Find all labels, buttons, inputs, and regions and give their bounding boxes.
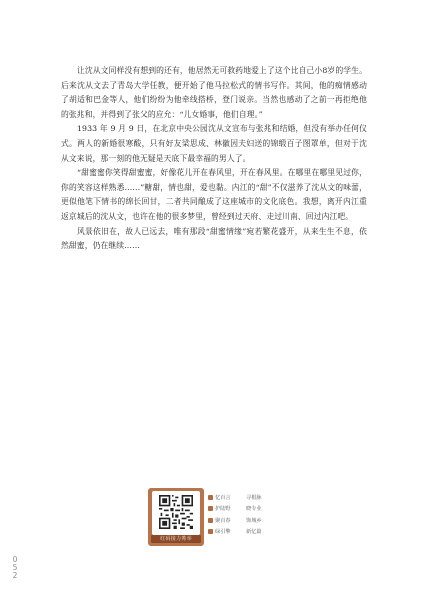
paragraph-4: 风景依旧在，故人已远去，唯有那段“甜蜜情缘”宛若繁花盛开，从来生生不息，依然甜蜜，仍在继续…… — [61, 226, 367, 251]
promo-ribbon-label: 红码接力莠举 — [151, 535, 201, 543]
topic-label: 晓专业 — [246, 506, 262, 512]
qr-frame — [152, 491, 200, 535]
bullet-icon — [208, 506, 213, 511]
topic-list — [208, 492, 278, 538]
qr-promo-block — [148, 488, 276, 546]
paragraph-1: 让沈从文同样没有想到的还有，他居然无可救药地爱上了这个比自己小8岁的学生。后来沈从文去了青岛大学任教，便开始了他马拉松式的情书写作。其间，他的痴情感动了胡适和巴金等人，他们纷纷为他牵线搭桥，登门说亲。当然也感动了之前一再拒绝他的张兆和，并得到了张父的应允：“儿女婚事，他们自理。” — [61, 66, 367, 119]
topic-label: 绿引擎 — [215, 529, 231, 535]
topic-label: 寻根脉 — [246, 494, 262, 501]
topic-row[interactable] — [208, 515, 278, 525]
topic-row[interactable] — [208, 527, 278, 537]
topic-label: 忆百言 — [215, 494, 231, 501]
bullet-icon — [208, 495, 213, 500]
bullet-icon — [208, 529, 213, 534]
topic-label: 新忆篇 — [246, 529, 262, 535]
paragraph-3: “甜蜜蜜你笑得甜蜜蜜，好像花儿开在春风里，开在春风里。在哪里在哪里见过你，你的笑容这样熟悉……”糖甜，情也甜，爱也黏。内江的“甜”不仅滋养了沈从文的味蕾，更似他笔下情书的绵长回甘，二者共同酿成了这座城市的文化底色。我想，离开内江重返京城后的沈从文，也许在他的很多梦里，曾经到过天府、走过川南、回过内江吧。 — [61, 168, 367, 221]
qr-code-icon[interactable] — [159, 495, 193, 529]
topic-label: 聚百春 — [215, 517, 231, 524]
topic-label: 饰城乡 — [246, 517, 262, 524]
bullet-icon — [208, 518, 213, 523]
paragraph-2: 1933 年 9 月 9 日，在北京中央公园沈从文宣布与张兆和结婚，但没有举办任何仪式。两人的新婚很寒酸，只有好友梁思成、林徽因夫妇送的锦缎百子图罩单，但对于沈从文来说，那一刻的他无疑是天底下最幸福的男人了。 — [61, 124, 367, 163]
page-number: 052 — [12, 555, 18, 580]
article-body — [61, 64, 367, 254]
qr-stamp[interactable] — [148, 488, 204, 546]
topic-row[interactable] — [208, 504, 278, 514]
topic-label: 护陆野 — [215, 506, 231, 512]
topic-row[interactable] — [208, 492, 278, 502]
